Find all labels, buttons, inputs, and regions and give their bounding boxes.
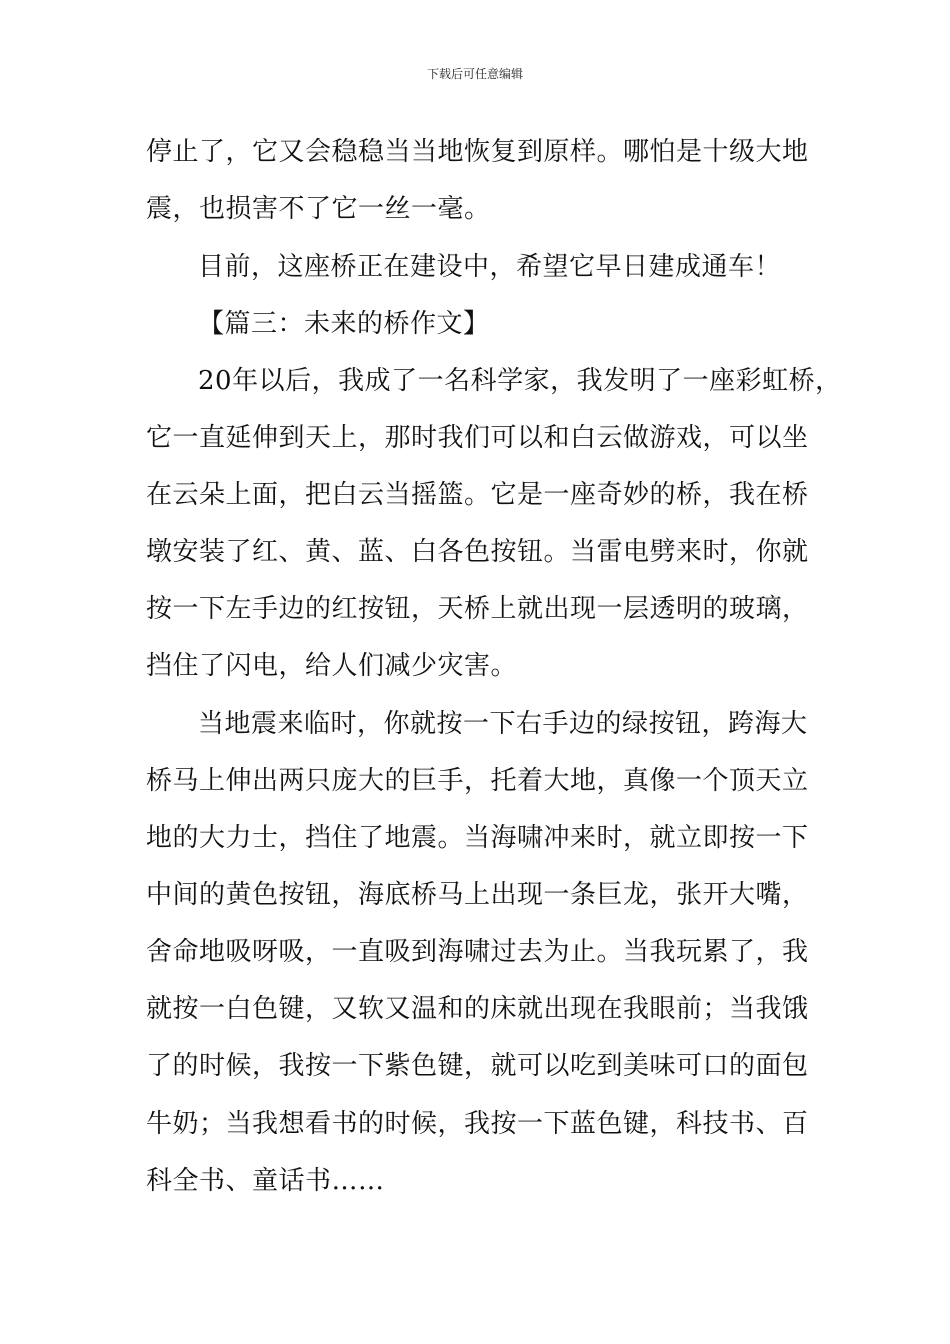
text-line: 就按一白色键，又软又温和的床就出现在我眼前；当我饿 [146,994,809,1024]
text-line: 震，也损害不了它一丝一毫。 [146,194,491,224]
text-line: 它一直延伸到天上，那时我们可以和白云做游戏，可以坐 [146,423,809,453]
text-line: 舍命地吸呀吸，一直吸到海啸过去为止。当我玩累了，我 [146,937,809,967]
text-line: 地的大力士，挡住了地震。当海啸冲来时，就立即按一下 [146,823,809,853]
text-line: 在云朵上面，把白云当摇篮。它是一座奇妙的桥，我在桥 [146,480,809,510]
text-line: 墩安装了红、黄、蓝、白各色按钮。当雷电劈来时，你就 [146,537,809,567]
text-line: 停止了，它又会稳稳当当地恢复到原样。哪怕是十级大地 [146,137,809,167]
text-line: 20年以后，我成了一名科学家，我发明了一座彩虹桥， [198,366,842,396]
text-line: 当地震来临时，你就按一下右手边的绿按钮，跨海大 [198,709,808,739]
text-line: 目前，这座桥正在建设中，希望它早日建成通车！ [198,252,782,282]
text-line: 牛奶；当我想看书的时候，我按一下蓝色键，科技书、百 [146,1109,809,1139]
section-heading: 【篇三：未来的桥作文】 [198,309,490,339]
page-header-note: 下载后可任意编辑 [426,67,523,81]
text-line: 中间的黄色按钮，海底桥马上出现一条巨龙，张开大嘴， [146,880,809,910]
text-line: 科全书、童话书…… [146,1166,385,1196]
text-line: 按一下左手边的红按钮，天桥上就出现一层透明的玻璃， [146,594,809,624]
text-line: 了的时候，我按一下紫色键，就可以吃到美味可口的面包 [146,1051,809,1081]
text-line: 挡住了闪电，给人们减少灾害。 [146,651,518,681]
text-line: 桥马上伸出两只庞大的巨手，托着大地，真像一个顶天立 [146,766,809,796]
